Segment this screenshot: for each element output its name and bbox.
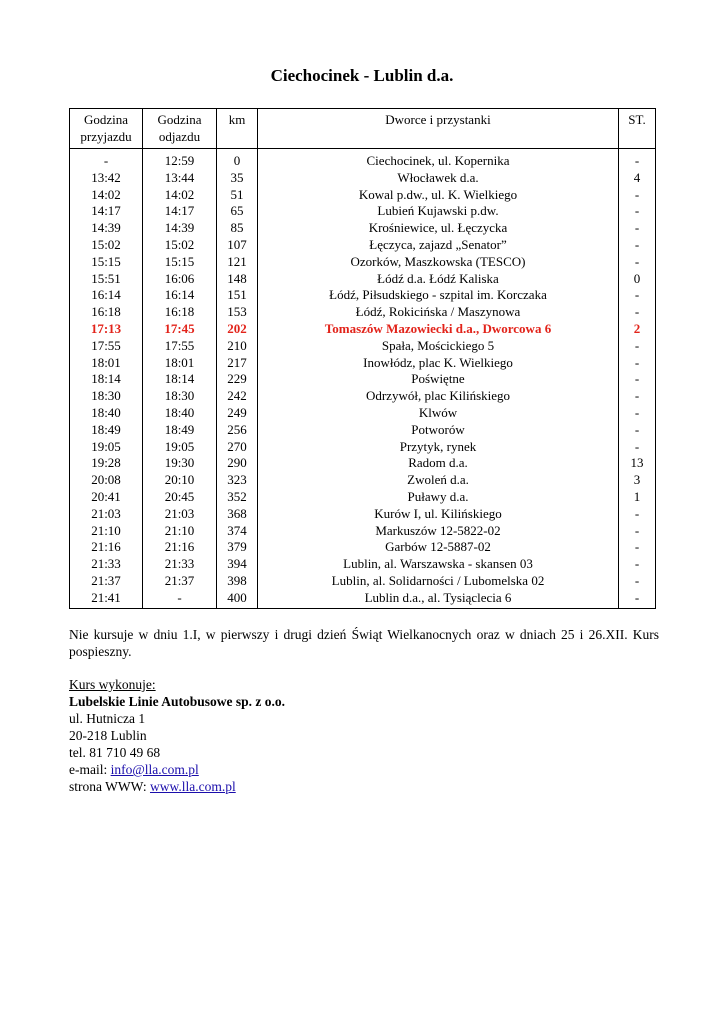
stop-name: Zwoleń d.a.: [258, 472, 619, 489]
stop-name: Łódź d.a. Łódź Kaliska: [258, 271, 619, 288]
stop-name: Spała, Mościckiego 5: [258, 338, 619, 355]
header-departure-line1: Godzina: [157, 112, 202, 127]
www-label: strona WWW:: [69, 779, 150, 794]
distance-km: 323: [217, 472, 258, 489]
departure-time: 21:37: [143, 573, 217, 590]
stop-duration: 4: [619, 170, 656, 187]
stop-duration: -: [619, 254, 656, 271]
arrival-time: 13:42: [70, 170, 143, 187]
arrival-time: 14:39: [70, 220, 143, 237]
departure-time: 20:45: [143, 489, 217, 506]
stop-name: Odrzywół, plac Kilińskiego: [258, 388, 619, 405]
stop-name: Ozorków, Maszkowska (TESCO): [258, 254, 619, 271]
arrival-time: 19:05: [70, 439, 143, 456]
table-row: [70, 287, 656, 304]
table-row: [70, 455, 656, 472]
departure-time: 14:02: [143, 187, 217, 204]
arrival-time: 15:15: [70, 254, 143, 271]
arrival-time: 18:30: [70, 388, 143, 405]
stop-name: Lublin, al. Solidarności / Lubomelska 02: [258, 573, 619, 590]
arrival-time: 18:49: [70, 422, 143, 439]
stop-duration: 3: [619, 472, 656, 489]
stop-name: Inowłódz, plac K. Wielkiego: [258, 355, 619, 372]
table-row: [70, 371, 656, 388]
distance-km: 153: [217, 304, 258, 321]
departure-time: 18:14: [143, 371, 217, 388]
distance-km: 400: [217, 590, 258, 608]
departure-time: 16:06: [143, 271, 217, 288]
header-arrival-line2: przyjazdu: [80, 128, 132, 144]
operator-city: 20-218 Lublin: [69, 728, 147, 743]
distance-km: 352: [217, 489, 258, 506]
table-row: [70, 170, 656, 187]
operator-street: ul. Hutnicza 1: [69, 711, 146, 726]
arrival-time: 15:02: [70, 237, 143, 254]
arrival-time: 18:14: [70, 371, 143, 388]
header-arrival-line1: Godzina: [83, 112, 129, 127]
stop-name: Krośniewice, ul. Łęczycka: [258, 220, 619, 237]
www-link[interactable]: www.lla.com.pl: [149, 779, 236, 794]
departure-time: 20:10: [143, 472, 217, 489]
email-link[interactable]: info@lla.com.pl: [110, 762, 199, 777]
arrival-time: 17:13: [70, 321, 143, 338]
departure-time: 18:40: [143, 405, 217, 422]
header-departure: [143, 109, 217, 149]
departure-time: 18:49: [143, 422, 217, 439]
arrival-time: 21:03: [70, 506, 143, 523]
distance-km: 0: [217, 149, 258, 170]
distance-km: 51: [217, 187, 258, 204]
stop-duration: -: [619, 573, 656, 590]
table-row: [70, 338, 656, 355]
table-row: [70, 321, 656, 338]
timetable-header-row: [70, 109, 656, 149]
stop-name: Ciechocinek, ul. Kopernika: [258, 149, 619, 170]
table-row: [70, 489, 656, 506]
arrival-time: 15:51: [70, 271, 143, 288]
distance-km: 210: [217, 338, 258, 355]
departure-time: 15:15: [143, 254, 217, 271]
distance-km: 394: [217, 556, 258, 573]
arrival-time: 20:08: [70, 472, 143, 489]
table-row: [70, 220, 656, 237]
operator-www-line: [69, 778, 569, 795]
distance-km: 256: [217, 422, 258, 439]
distance-km: 368: [217, 506, 258, 523]
header-st: ST.: [619, 109, 656, 149]
arrival-time: 20:41: [70, 489, 143, 506]
arrival-time: 19:28: [70, 455, 143, 472]
stop-duration: -: [619, 506, 656, 523]
table-row: [70, 355, 656, 372]
departure-time: 16:14: [143, 287, 217, 304]
stop-duration: -: [619, 422, 656, 439]
table-row: [70, 149, 656, 170]
stop-duration: -: [619, 287, 656, 304]
page-title: Ciechocinek - Lublin d.a.: [270, 66, 454, 85]
table-row: [70, 590, 656, 608]
arrival-time: 18:40: [70, 405, 143, 422]
stop-duration: -: [619, 304, 656, 321]
distance-km: 148: [217, 271, 258, 288]
arrival-time: 21:37: [70, 573, 143, 590]
table-row: [70, 573, 656, 590]
distance-km: 202: [217, 321, 258, 338]
stop-name: Garbów 12-5887-02: [258, 539, 619, 556]
stop-duration: 1: [619, 489, 656, 506]
distance-km: 85: [217, 220, 258, 237]
stop-name: Tomaszów Mazowiecki d.a., Dworcowa 6: [258, 321, 619, 338]
arrival-time: 21:41: [70, 590, 143, 608]
table-row: [70, 556, 656, 573]
distance-km: 229: [217, 371, 258, 388]
arrival-time: 17:55: [70, 338, 143, 355]
table-row: [70, 304, 656, 321]
departure-time: 21:16: [143, 539, 217, 556]
header-stops: Dworce i przystanki: [258, 109, 619, 149]
stop-name: Puławy d.a.: [258, 489, 619, 506]
distance-km: 65: [217, 203, 258, 220]
arrival-time: -: [70, 149, 143, 170]
departure-time: 21:33: [143, 556, 217, 573]
departure-time: 18:01: [143, 355, 217, 372]
departure-time: 17:45: [143, 321, 217, 338]
stop-duration: 2: [619, 321, 656, 338]
distance-km: 121: [217, 254, 258, 271]
table-row: [70, 439, 656, 456]
stop-name: Lubień Kujawski p.dw.: [258, 203, 619, 220]
distance-km: 242: [217, 388, 258, 405]
departure-time: 12:59: [143, 149, 217, 170]
stop-duration: -: [619, 149, 656, 170]
stop-duration: -: [619, 187, 656, 204]
table-row: [70, 506, 656, 523]
table-row: [70, 422, 656, 439]
arrival-time: 21:16: [70, 539, 143, 556]
arrival-time: 18:01: [70, 355, 143, 372]
operator-info: [69, 676, 569, 795]
departure-time: 16:18: [143, 304, 217, 321]
departure-time: 17:55: [143, 338, 217, 355]
distance-km: 379: [217, 539, 258, 556]
stop-duration: -: [619, 371, 656, 388]
stop-name: Radom d.a.: [258, 455, 619, 472]
stop-name: Markuszów 12-5822-02: [258, 523, 619, 540]
departure-time: 18:30: [143, 388, 217, 405]
stop-duration: -: [619, 590, 656, 608]
distance-km: 270: [217, 439, 258, 456]
distance-km: 151: [217, 287, 258, 304]
operator-heading: Kurs wykonuje:: [69, 677, 156, 692]
header-departure-line2: odjazdu: [158, 128, 201, 144]
stop-name: Lublin, al. Warszawska - skansen 03: [258, 556, 619, 573]
table-row: [70, 271, 656, 288]
departure-time: 14:39: [143, 220, 217, 237]
stop-duration: -: [619, 237, 656, 254]
stop-name: Kurów I, ul. Kilińskiego: [258, 506, 619, 523]
arrival-time: 14:02: [70, 187, 143, 204]
stop-duration: 13: [619, 455, 656, 472]
table-row: [70, 472, 656, 489]
stop-duration: -: [619, 439, 656, 456]
timetable: [69, 108, 656, 609]
table-row: [70, 203, 656, 220]
departure-time: 15:02: [143, 237, 217, 254]
stop-name: Łódź, Piłsudskiego - szpital im. Korczaka: [258, 287, 619, 304]
departure-time: 21:10: [143, 523, 217, 540]
stop-duration: -: [619, 355, 656, 372]
table-row: [70, 254, 656, 271]
distance-km: 249: [217, 405, 258, 422]
stop-name: Przytyk, rynek: [258, 439, 619, 456]
stop-duration: -: [619, 388, 656, 405]
departure-time: 21:03: [143, 506, 217, 523]
timetable-body: [70, 149, 656, 609]
departure-time: 19:05: [143, 439, 217, 456]
stop-duration: -: [619, 539, 656, 556]
arrival-time: 14:17: [70, 203, 143, 220]
stop-duration: 0: [619, 271, 656, 288]
operator-email-line: [69, 761, 569, 778]
stop-name: Klwów: [258, 405, 619, 422]
operator-phone: tel. 81 710 49 68: [69, 745, 161, 760]
table-row: [70, 237, 656, 254]
stop-name: Włocławek d.a.: [258, 170, 619, 187]
table-row: [70, 405, 656, 422]
table-row: [70, 523, 656, 540]
departure-time: 13:44: [143, 170, 217, 187]
stop-name: Poświętne: [258, 371, 619, 388]
table-row: [70, 539, 656, 556]
arrival-time: 21:33: [70, 556, 143, 573]
stop-name: Kowal p.dw., ul. K. Wielkiego: [258, 187, 619, 204]
distance-km: 374: [217, 523, 258, 540]
stop-name: Potworów: [258, 422, 619, 439]
table-row: [70, 388, 656, 405]
distance-km: 217: [217, 355, 258, 372]
departure-time: -: [143, 590, 217, 608]
stop-duration: -: [619, 220, 656, 237]
table-row: [70, 187, 656, 204]
distance-km: 290: [217, 455, 258, 472]
stop-duration: -: [619, 203, 656, 220]
arrival-time: 21:10: [70, 523, 143, 540]
distance-km: 107: [217, 237, 258, 254]
distance-km: 398: [217, 573, 258, 590]
stop-duration: -: [619, 405, 656, 422]
stop-duration: -: [619, 556, 656, 573]
email-label: e-mail:: [69, 762, 111, 777]
stop-name: Lublin d.a., al. Tysiąclecia 6: [258, 590, 619, 608]
operator-name: Lubelskie Linie Autobusowe sp. z o.o.: [69, 694, 286, 709]
stop-duration: -: [619, 523, 656, 540]
service-notes: Nie kursuje w dniu 1.I, w pierwszy i drugi dzień Świąt Wielkanocnych oraz w dniach 25 i 26.XII. Kurs pospieszny.: [69, 627, 659, 659]
stop-name: Łódź, Rokicińska / Maszynowa: [258, 304, 619, 321]
header-km: km: [217, 109, 258, 149]
arrival-time: 16:14: [70, 287, 143, 304]
stop-name: Łęczyca, zajazd „Senator”: [258, 237, 619, 254]
header-arrival: [70, 109, 143, 149]
departure-time: 14:17: [143, 203, 217, 220]
departure-time: 19:30: [143, 455, 217, 472]
arrival-time: 16:18: [70, 304, 143, 321]
distance-km: 35: [217, 170, 258, 187]
stop-duration: -: [619, 338, 656, 355]
